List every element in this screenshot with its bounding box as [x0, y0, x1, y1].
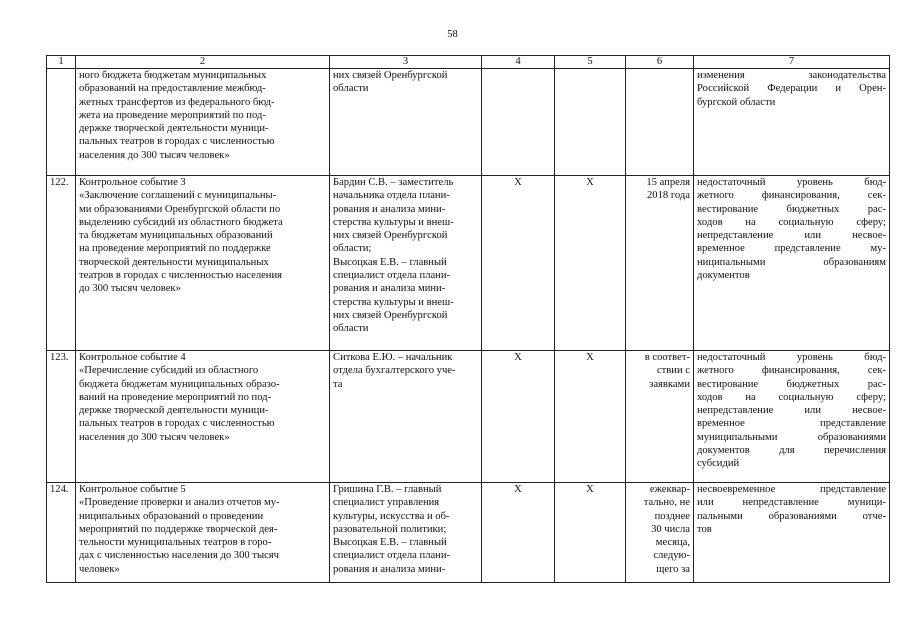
- text-line: Высоцкая Е.В. – главный: [333, 256, 447, 268]
- text-line: выделению субсидий из областного бюджета: [79, 216, 283, 228]
- text-line: «Заключение соглашений с муниципальны-: [79, 190, 277, 202]
- row-number-cell: 123.: [47, 351, 76, 483]
- text-line: тельности муниципальных театров в горо-: [79, 537, 272, 549]
- text-line: держке творческой деятельности муници-: [79, 405, 269, 417]
- text-line: следую-: [653, 550, 690, 562]
- text-line: жетных трансфертов из федерального бюд-: [79, 96, 275, 108]
- text-line: специалист отдела плани-: [333, 270, 451, 282]
- text-line: Контрольное событие 4: [79, 352, 186, 363]
- text-line: них связей Оренбургской: [333, 309, 448, 321]
- deadline-cell: [626, 483, 694, 583]
- column-4-cell: Х: [482, 351, 555, 483]
- text-line: области: [333, 323, 369, 335]
- text-line: пальными образованиями отче-: [697, 510, 886, 522]
- column-4-cell: Х: [482, 176, 555, 351]
- table-body: [47, 56, 890, 583]
- text-line: творческой деятельности муниципальных: [79, 256, 269, 268]
- column-header: 2: [76, 56, 330, 69]
- risks-cell: [694, 483, 890, 583]
- text-line: 30 числа: [651, 523, 690, 535]
- responsible-cell: [330, 351, 482, 483]
- text-line: ежеквар-: [649, 484, 690, 495]
- text-line: недостаточный уровень бюд-: [697, 352, 886, 363]
- event-cell: [76, 483, 330, 583]
- text-line: пальных театров в городах с численностью: [79, 136, 275, 148]
- text-line: стерства культуры и внеш-: [333, 216, 454, 228]
- text-line: жетного финансирования, сек-: [697, 190, 886, 202]
- text-line: населения до 300 тысяч человек»: [79, 149, 230, 161]
- text-line: начальника отдела плани-: [333, 190, 450, 202]
- text-line: ниципальных образований о проведении: [79, 510, 264, 522]
- table-row: [47, 483, 890, 583]
- column-header: 1: [47, 56, 76, 69]
- column-5-cell: Х: [555, 176, 626, 351]
- text-line: муниципальными образованиями: [697, 431, 886, 443]
- text-line: тов: [697, 523, 712, 535]
- text-line: мероприятий по поддержке творческой дея-: [79, 523, 278, 535]
- text-line: та: [333, 378, 343, 390]
- text-line: «Перечисление субсидий из областного: [79, 365, 259, 377]
- text-line: 15 апреля: [646, 177, 690, 188]
- text-line: рования и анализа мини-: [333, 283, 446, 295]
- text-line: документов: [697, 270, 750, 282]
- text-line: области;: [333, 243, 372, 255]
- risks-cell: [694, 69, 890, 176]
- column-header: 4: [482, 56, 555, 69]
- row-number-cell: 124.: [47, 483, 76, 583]
- risks-cell: [694, 351, 890, 483]
- text-line: ниципальными образованиям: [697, 256, 886, 268]
- control-events-table: [46, 55, 890, 583]
- text-line: Гришина Г.В. – главный: [333, 484, 442, 495]
- text-line: бюджета бюджетам муниципальных образо-: [79, 378, 280, 390]
- text-line: культуры, искусства и об-: [333, 510, 450, 522]
- text-line: ного бюджета бюджетам муниципальных: [79, 70, 267, 81]
- text-line: документов для перечисления: [697, 445, 886, 457]
- text-line: заявками: [649, 378, 690, 390]
- text-line: щего за: [656, 563, 690, 575]
- text-line: позднее: [654, 510, 690, 522]
- responsible-cell: [330, 69, 482, 176]
- text-line: театров в городах с численностью населения: [79, 270, 283, 282]
- text-line: жетного финансирования, сек-: [697, 365, 886, 377]
- text-line: непредставление или несвое-: [697, 230, 886, 242]
- text-line: временное представление му-: [697, 243, 886, 255]
- text-line: изменения законодательства: [697, 70, 886, 81]
- column-4-cell: [482, 69, 555, 176]
- text-line: Высоцкая Е.В. – главный: [333, 537, 447, 549]
- column-header: 5: [555, 56, 626, 69]
- event-cell: [76, 351, 330, 483]
- deadline-cell: [626, 176, 694, 351]
- deadline-cell: [626, 69, 694, 176]
- text-line: них связей Оренбургской: [333, 70, 448, 81]
- text-line: ваний на проведение мероприятий по под-: [79, 391, 272, 403]
- event-cell: [76, 176, 330, 351]
- text-line: рования и анализа мини-: [333, 563, 446, 575]
- text-line: до 300 тысяч человек»: [79, 283, 181, 295]
- text-line: 2018 года: [646, 190, 690, 202]
- column-4-cell: Х: [482, 483, 555, 583]
- text-line: населения до 300 тысяч человек»: [79, 431, 230, 443]
- text-line: непредставление или несвое-: [697, 405, 886, 417]
- text-line: субсидий: [697, 458, 740, 470]
- row-number-cell: 122.: [47, 176, 76, 351]
- text-line: рования и анализа мини-: [333, 203, 446, 215]
- text-line: на проведение мероприятий по поддержке: [79, 243, 271, 255]
- text-line: недостаточный уровень бюд-: [697, 177, 886, 188]
- column-5-cell: [555, 69, 626, 176]
- text-line: «Проведение проверки и анализ отчетов му-: [79, 497, 280, 509]
- risks-cell: [694, 176, 890, 351]
- page-number: 58: [447, 29, 458, 40]
- text-line: Ситкова Е.Ю. – начальник: [333, 352, 453, 363]
- text-line: разовательной политики;: [333, 523, 447, 535]
- text-line: специалист управления: [333, 497, 440, 509]
- text-line: Контрольное событие 5: [79, 484, 186, 495]
- text-line: в соответ-: [644, 352, 690, 363]
- text-line: вестирование бюджетных рас-: [697, 203, 886, 215]
- column-5-cell: Х: [555, 351, 626, 483]
- text-line: Российской Федерации и Орен-: [697, 83, 886, 95]
- text-line: образований на предоставление межбюд-: [79, 83, 266, 95]
- text-line: отдела бухгалтерского уче-: [333, 365, 456, 377]
- text-line: пальных театров в городах с численностью: [79, 418, 275, 430]
- text-line: стерства культуры и внеш-: [333, 296, 454, 308]
- table-row: [47, 351, 890, 483]
- text-line: Контрольное событие 3: [79, 177, 186, 188]
- text-line: тально, не: [643, 497, 690, 509]
- table-row: [47, 69, 890, 176]
- event-cell: [76, 69, 330, 176]
- column-header: 3: [330, 56, 482, 69]
- column-5-cell: Х: [555, 483, 626, 583]
- table-row: [47, 176, 890, 351]
- text-line: несвоевременное представление: [697, 484, 886, 495]
- text-line: временное представление: [697, 418, 886, 430]
- text-line: или непредставление муници-: [697, 497, 886, 509]
- column-header: 6: [626, 56, 694, 69]
- column-number-row: [47, 56, 890, 69]
- text-line: бургской области: [697, 96, 776, 108]
- text-line: месяца,: [655, 537, 690, 549]
- text-line: ствии с: [656, 365, 690, 377]
- responsible-cell: [330, 176, 482, 351]
- text-line: жета на проведение мероприятий по под-: [79, 109, 266, 121]
- text-line: та бюджетам муниципальных образований: [79, 230, 273, 242]
- column-header: 7: [694, 56, 890, 69]
- responsible-cell: [330, 483, 482, 583]
- row-number-cell: [47, 69, 76, 176]
- text-line: специалист отдела плани-: [333, 550, 451, 562]
- text-line: ходов на социальную сферу;: [697, 391, 886, 403]
- text-line: дах с численностью населения до 300 тысяч: [79, 550, 279, 562]
- text-line: ми образованиями Оренбургской области по: [79, 203, 281, 215]
- text-line: Бардин С.В. – заместитель: [333, 177, 454, 188]
- text-line: них связей Оренбургской: [333, 230, 448, 242]
- deadline-cell: [626, 351, 694, 483]
- text-line: держке творческой деятельности муници-: [79, 123, 269, 135]
- text-line: ходов на социальную сферу;: [697, 216, 886, 228]
- text-line: области: [333, 83, 369, 95]
- text-line: вестирование бюджетных рас-: [697, 378, 886, 390]
- text-line: человек»: [79, 563, 120, 575]
